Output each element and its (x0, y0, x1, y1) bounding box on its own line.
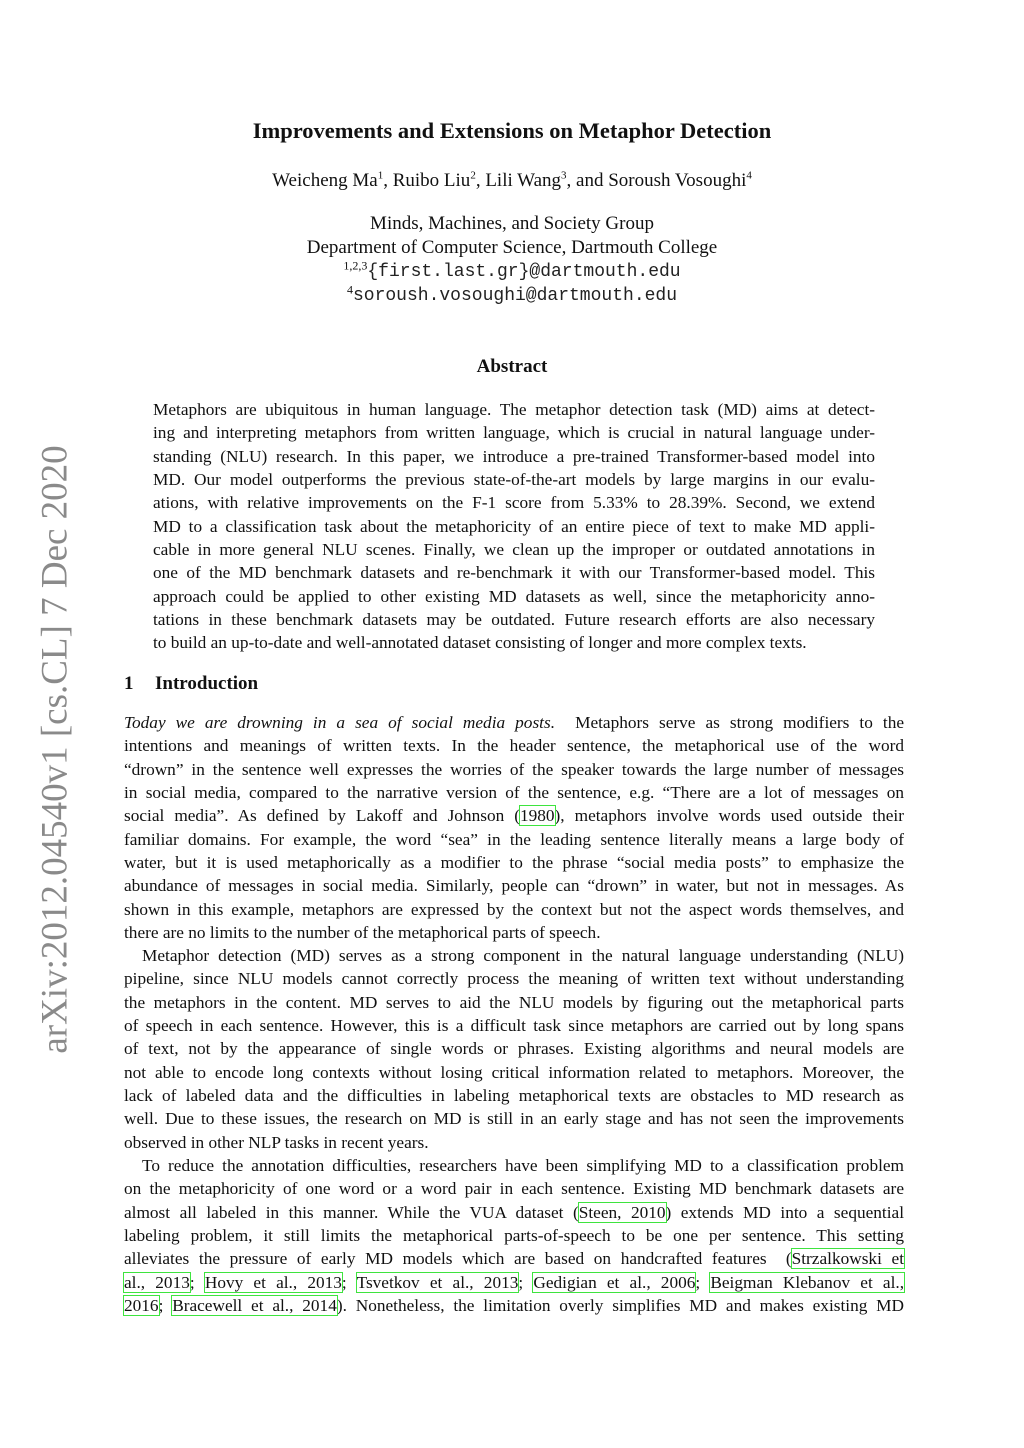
text-line: ations, with relative improvements on the F-1 score from 5.33% to 28.39%. Second, we extend (153, 493, 875, 513)
separator: , (475, 170, 486, 191)
citation-link[interactable]: Tsvetkov et al., 2013 (356, 1272, 519, 1292)
separator: , and (566, 170, 609, 191)
citation-link[interactable]: Gedigian et al., 2006 (533, 1272, 696, 1292)
text-segment: ). Nonetheless, the limitation overly simplifies MD and makes existing MD (336, 1296, 905, 1316)
text-line: MD. Our model outperforms the previous state-of-the-art models by large margins in our evalu- (153, 470, 875, 490)
text-line: familiar domains. For example, the word “sea” in the leading sentence literally means a large body of (124, 829, 904, 849)
email-sup: 4 (346, 282, 353, 297)
author-sup: 4 (746, 169, 752, 182)
author (608, 170, 752, 191)
text-line: cable in more general NLU scenes. Finally, we clean up the improper or outdated annotations in (153, 540, 875, 560)
citation-link[interactable]: Bracewell et al., 2014 (172, 1296, 337, 1316)
text-line: of speech in each sentence. However, this is a difficult task since metaphors are carried out by long spans (124, 1016, 904, 1036)
text-line: intentions and meanings of written texts. In the header sentence, the metaphorical use of the word (124, 736, 904, 756)
text-line: tations in these benchmark datasets may be outdated. Future research efforts are also necessary (153, 610, 875, 630)
text-segment: ; (189, 1272, 205, 1292)
text-line: well. Due to these issues, the research on MD is still in an early stage and has not seen the improvements (124, 1109, 904, 1129)
author (393, 170, 476, 191)
text-segment: ; (518, 1272, 534, 1292)
text-line: “drown” in the sentence well expresses the worries of the speaker towards the large number of messages (124, 759, 904, 779)
text-line: labeling problem, it still limits the metaphorical parts-of-speech to be one per sentence. This setting (124, 1226, 904, 1246)
email: soroush.vosoughi@dartmouth.edu (352, 286, 678, 306)
citation-link[interactable]: Beigman Klebanov et al., (710, 1272, 905, 1292)
arxiv-identifier: arXiv:2012.04540v1 [cs.CL] 7 Dec 2020 (34, 445, 76, 1054)
text-line: in social media, compared to the narrative version of the sentence, e.g. “There are a lot of messages on (124, 783, 904, 803)
text-line (124, 804, 904, 827)
text-line: the metaphors in the content. MD serves to aid the NLU models by figuring out the metaphorical parts (124, 992, 904, 1012)
text-segment: almost all labeled in this manner. While the VUA dataset ( (124, 1202, 579, 1222)
author-name: Soroush Vosoughi (608, 170, 747, 191)
text-line: Metaphor detection (MD) serves as a strong component in the natural language understanding (NLU) (142, 946, 904, 965)
text-line (124, 1294, 904, 1317)
section-title: Introduction (155, 673, 259, 694)
text-line (124, 1201, 904, 1224)
author-name: Ruibo Liu (392, 170, 471, 191)
text-line: standing (NLU) research. In this paper, we introduce a pre-trained Transformer-based model into (153, 446, 875, 466)
email-line (0, 258, 1024, 282)
abstract-text (153, 398, 875, 655)
text-line: pipeline, since NLU models cannot correctly process the meaning of written text without understanding (124, 969, 904, 989)
text-line: Metaphors are ubiquitous in human language. The metaphor detection task (MD) aims at detect- (153, 400, 875, 419)
paragraph (124, 1154, 904, 1317)
author-sup: 1 (377, 169, 384, 182)
citation-link[interactable]: 1980 (519, 806, 555, 826)
text-segment: ), metaphors involve words used outside their (554, 806, 904, 826)
section-number: 1 (124, 673, 134, 694)
author-name: Lili Wang (485, 170, 562, 191)
text-line: shown in this example, metaphors are expressed by the context but not the aspect words themselves, and (124, 899, 904, 919)
email-line (0, 282, 1024, 306)
paragraph (124, 711, 904, 944)
affiliation-group: Minds, Machines, and Society Group (370, 213, 654, 234)
text-line (124, 711, 904, 734)
text-line: water, but it is used metaphorically as a modifier to the phrase “social media posts” to emphasize the (124, 853, 904, 873)
text-segment: ) extends MD into a sequential (665, 1202, 904, 1222)
text-segment: ; (158, 1296, 173, 1316)
citation-link[interactable]: Hovy et al., 2013 (204, 1272, 342, 1292)
text-line: lack of labeled data and the difficulties in labeling metaphorical texts are obstacles to MD research as (124, 1086, 904, 1106)
affiliation-dept: Department of Computer Science, Dartmouth College (306, 237, 718, 258)
text-line: not able to encode long contexts without losing critical information related to metaphors. Moreover, the (124, 1062, 904, 1082)
text-line: of text, not by the appearance of single words or phrases. Existing algorithms and neural models are (124, 1039, 904, 1059)
author-name: Weicheng Ma (272, 170, 378, 191)
text-segment: ; (695, 1272, 711, 1292)
abstract-heading: Abstract (476, 356, 548, 377)
separator: , (383, 170, 393, 191)
text-line: To reduce the annotation difficulties, researchers have been simplifying MD to a classification problem (142, 1156, 904, 1175)
email: {first.last.gr}@dartmouth.edu (367, 262, 681, 282)
paragraph (124, 944, 904, 1154)
text-line (124, 1271, 904, 1294)
paper-title: Improvements and Extensions on Metaphor Detection (252, 118, 772, 143)
text-line (124, 1247, 904, 1270)
email-sup: 1,2,3 (343, 258, 368, 273)
author (485, 170, 566, 191)
author (272, 170, 383, 191)
text-line: approach could be applied to other existing MD datasets as well, since the metaphoricity anno- (153, 586, 875, 606)
text-segment: ; (341, 1272, 357, 1292)
text-line: to build an up-to-date and well-annotated dataset consisting of longer and more complex texts. (153, 633, 807, 653)
italic-text: Today we are drowning in a sea of social media posts. (124, 713, 556, 732)
text-segment: alleviates the pressure of early MD models which are based on handcrafted features ( (124, 1249, 792, 1269)
text-line: MD to a classification task about the metaphoricity of an entire piece of text to make MD appli- (153, 516, 875, 536)
text-line: there are no limits to the number of the metaphorical parts of speech. (124, 923, 601, 943)
text-segment: Metaphors serve as strong modifiers to the (555, 713, 905, 732)
text-line: abundance of messages in social media. Similarly, people can “drown” in water, but not in messages. As (124, 876, 904, 896)
text-line: observed in other NLP tasks in recent years. (124, 1132, 429, 1152)
citation-link[interactable]: Strzalkowski et (791, 1249, 904, 1269)
text-line: on the metaphoricity of one word or a word pair in each sentence. Existing MD benchmark datasets are (124, 1179, 904, 1199)
author-sup: 2 (470, 169, 476, 182)
text-segment: social media”. As defined by Lakoff and Johnson ( (124, 806, 520, 826)
text-line: one of the MD benchmark datasets and re-benchmark it with our Transformer-based model. This (153, 563, 875, 583)
citation-link[interactable]: Steen, 2010 (578, 1202, 666, 1222)
section-heading (124, 673, 258, 695)
author-sup: 3 (561, 169, 567, 182)
text-line: ing and interpreting metaphors from written language, which is crucial in natural language under- (153, 423, 875, 443)
citation-link[interactable]: 2016 (124, 1296, 159, 1316)
citation-link[interactable]: al., 2013 (124, 1272, 190, 1292)
author-list (0, 170, 1024, 192)
